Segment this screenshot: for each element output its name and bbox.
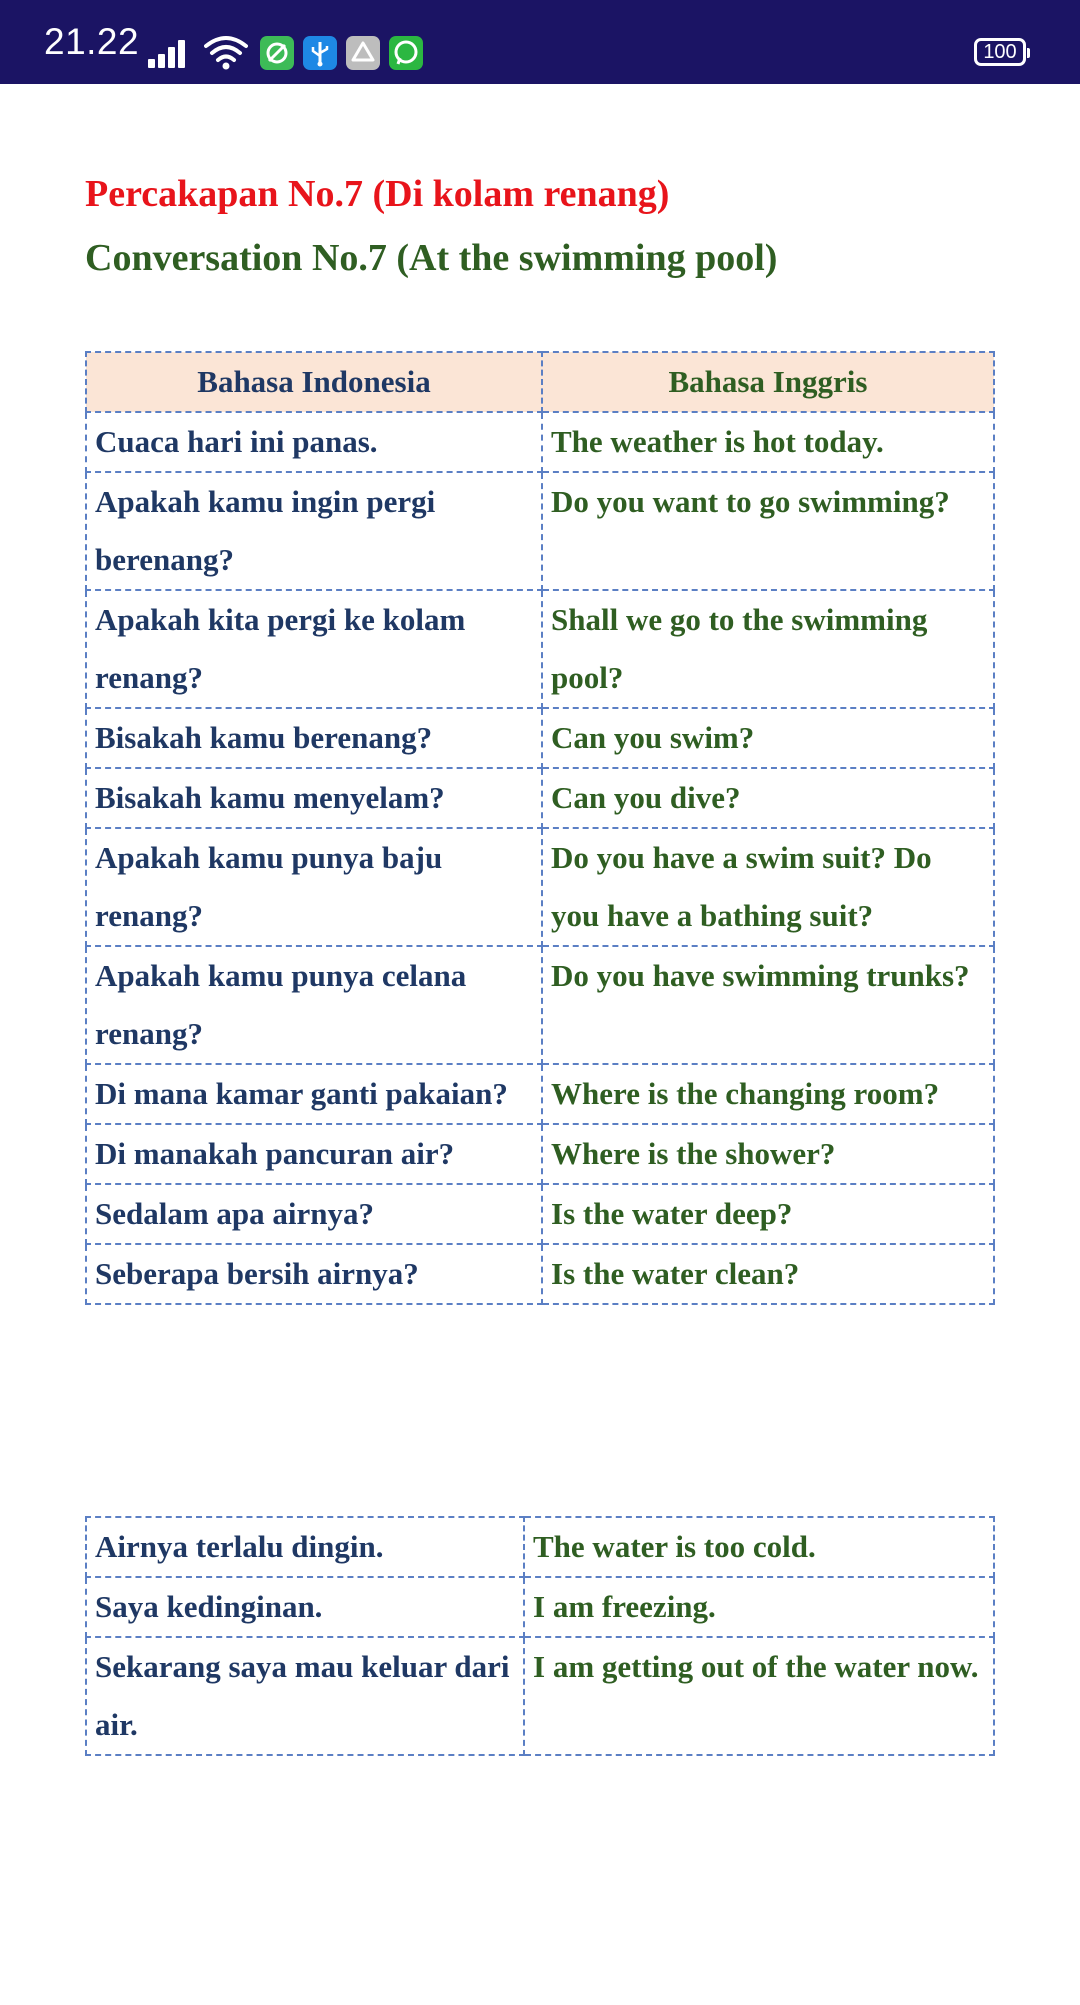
table-row (86, 1577, 994, 1637)
table-row (86, 946, 994, 1064)
indonesian-phrase: Sekarang saya mau keluar dari air. (86, 1637, 524, 1755)
indonesian-phrase: Di manakah pancuran air? (86, 1124, 542, 1184)
table-row (86, 1124, 994, 1184)
conversation-table-continued (85, 1516, 995, 1756)
indonesian-phrase: Saya kedinginan. (86, 1577, 524, 1637)
indonesian-phrase: Airnya terlalu dingin. (86, 1517, 524, 1577)
table-row (86, 590, 994, 708)
table-row (86, 1184, 994, 1244)
english-phrase: Do you have swimming trunks? (542, 946, 994, 1064)
english-phrase: Where is the changing room? (542, 1064, 994, 1124)
indonesian-phrase: Di mana kamar ganti pakaian? (86, 1064, 542, 1124)
table-row (86, 708, 994, 768)
header-bahasa-inggris: Bahasa Inggris (542, 352, 994, 412)
status-time: 21.22 (44, 21, 140, 62)
table-row (86, 1064, 994, 1124)
table-row (86, 768, 994, 828)
indonesian-phrase: Apakah kamu punya celana renang? (86, 946, 542, 1064)
conversation-table (85, 351, 995, 1305)
english-phrase: Is the water deep? (542, 1184, 994, 1244)
status-bar (0, 0, 1080, 84)
usb-icon (303, 36, 337, 70)
maps-icon (260, 36, 294, 70)
english-phrase: Do you want to go swimming? (542, 472, 994, 590)
english-phrase: I am getting out of the water now. (524, 1637, 994, 1755)
english-phrase: The weather is hot today. (542, 412, 994, 472)
english-phrase: I am freezing. (524, 1577, 994, 1637)
english-phrase: The water is too cold. (524, 1517, 994, 1577)
wifi-icon (204, 34, 248, 70)
english-phrase: Can you swim? (542, 708, 994, 768)
indonesian-phrase: Bisakah kamu berenang? (86, 708, 542, 768)
english-phrase: Do you have a swim suit? Do you have a bathing suit? (542, 828, 994, 946)
indonesian-phrase: Seberapa bersih airnya? (86, 1244, 542, 1304)
english-phrase: Shall we go to the swimming pool? (542, 590, 994, 708)
english-phrase: Is the water clean? (542, 1244, 994, 1304)
english-phrase: Can you dive? (542, 768, 994, 828)
table-header-row (86, 352, 994, 412)
page-title-english: Conversation No.7 (At the swimming pool) (85, 237, 778, 279)
whatsapp-icon (389, 36, 423, 70)
indonesian-phrase: Apakah kita pergi ke kolam renang? (86, 590, 542, 708)
indonesian-phrase: Apakah kamu ingin pergi berenang? (86, 472, 542, 590)
indonesian-phrase: Cuaca hari ini panas. (86, 412, 542, 472)
table-row (86, 472, 994, 590)
battery-icon: 100 (974, 38, 1026, 66)
header-bahasa-indonesia: Bahasa Indonesia (86, 352, 542, 412)
signal-icon (148, 36, 192, 68)
table-row (86, 1637, 994, 1755)
indonesian-phrase: Apakah kamu punya baju renang? (86, 828, 542, 946)
page-title-indonesian: Percakapan No.7 (Di kolam renang) (85, 173, 670, 215)
table-row (86, 412, 994, 472)
english-phrase: Where is the shower? (542, 1124, 994, 1184)
drive-icon (346, 36, 380, 70)
table-row (86, 828, 994, 946)
table-row (86, 1244, 994, 1304)
table-row (86, 1517, 994, 1577)
indonesian-phrase: Sedalam apa airnya? (86, 1184, 542, 1244)
indonesian-phrase: Bisakah kamu menyelam? (86, 768, 542, 828)
